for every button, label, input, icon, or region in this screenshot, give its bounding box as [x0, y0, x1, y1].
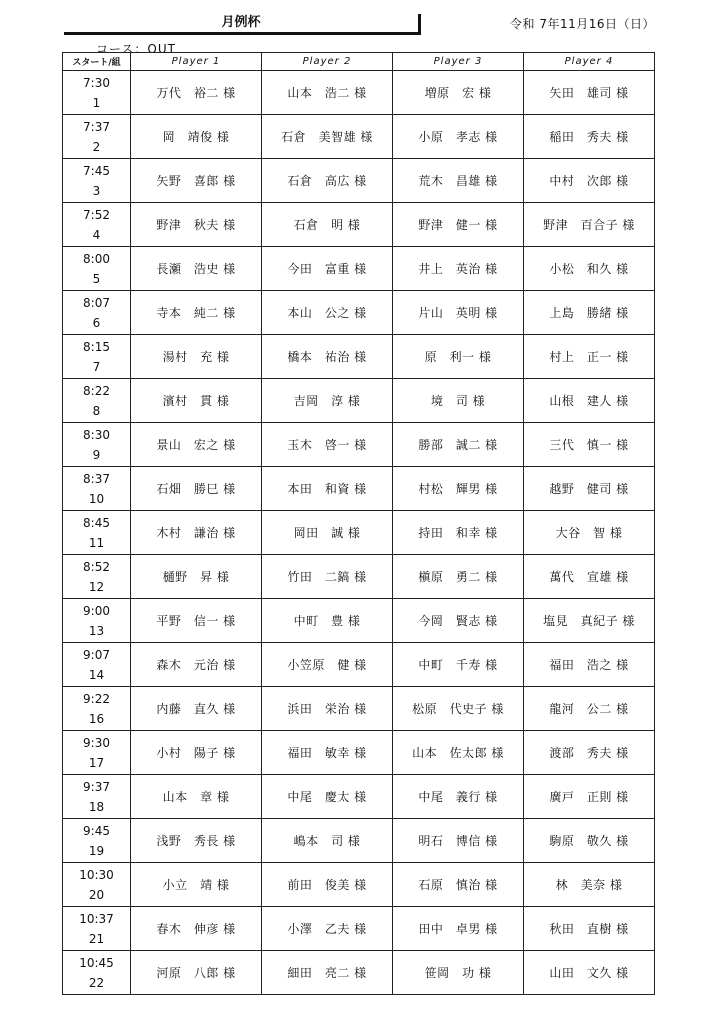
player-1-cell: 景山 宏之 様	[131, 423, 262, 467]
player-1-cell: 河原 八郎 様	[131, 951, 262, 995]
start-group-cell	[63, 907, 131, 951]
start-group-cell	[63, 819, 131, 863]
player-3-cell: 山本 佐太郎 様	[393, 731, 524, 775]
table-row	[63, 951, 655, 995]
player-4-cell: 野津 百合子 様	[524, 203, 655, 247]
table-row	[63, 423, 655, 467]
group-number: 21	[88, 931, 105, 946]
player-3-cell: 松原 代史子 様	[393, 687, 524, 731]
player-3-cell: 境 司 様	[393, 379, 524, 423]
table-row	[63, 379, 655, 423]
table-row	[63, 291, 655, 335]
player-2-cell: 今田 富重 様	[262, 247, 393, 291]
player-1-cell: 岡 靖俊 様	[131, 115, 262, 159]
group-number: 11	[88, 535, 105, 550]
player-4-cell: 上島 勝緒 様	[524, 291, 655, 335]
table-row	[63, 247, 655, 291]
player-2-cell: 中町 豊 様	[262, 599, 393, 643]
table-row	[63, 115, 655, 159]
table-row	[63, 643, 655, 687]
player-2-cell: 本田 和資 様	[262, 467, 393, 511]
group-number: 6	[92, 315, 101, 330]
start-group-cell	[63, 687, 131, 731]
table-row	[63, 555, 655, 599]
player-2-cell: 前田 俊美 様	[262, 863, 393, 907]
player-1-cell: 濱村 貫 様	[131, 379, 262, 423]
player-3-cell: 明石 博信 様	[393, 819, 524, 863]
player-1-cell: 内藤 直久 様	[131, 687, 262, 731]
player-1-cell: 浅野 秀長 様	[131, 819, 262, 863]
player-4-cell: 中村 次郎 様	[524, 159, 655, 203]
table-header-row	[63, 53, 655, 71]
player-3-cell: 井上 英治 様	[393, 247, 524, 291]
player-4-cell: 渡部 秀夫 様	[524, 731, 655, 775]
player-4-cell: 塩見 真紀子 様	[524, 599, 655, 643]
player-3-cell: 中尾 義行 様	[393, 775, 524, 819]
start-time: 7:30	[83, 75, 110, 90]
start-group-cell	[63, 467, 131, 511]
start-time: 7:45	[83, 163, 110, 178]
start-group-cell	[63, 643, 131, 687]
table-row	[63, 511, 655, 555]
group-number: 2	[92, 139, 101, 154]
player-2-cell: 中尾 慶太 様	[262, 775, 393, 819]
start-time: 10:37	[79, 911, 114, 926]
group-number: 7	[92, 359, 101, 374]
player-1-cell: 樋野 昇 様	[131, 555, 262, 599]
player-4-cell: 山田 文久 様	[524, 951, 655, 995]
start-time: 7:37	[83, 119, 110, 134]
start-group-cell	[63, 511, 131, 555]
event-date: 令和 7年11月16日（日）	[510, 17, 655, 31]
player-1-cell: 寺本 純二 様	[131, 291, 262, 335]
table-row	[63, 819, 655, 863]
player-4-cell: 秋田 直樹 様	[524, 907, 655, 951]
start-group-cell	[63, 247, 131, 291]
group-number: 9	[92, 447, 101, 462]
player-3-cell: 村松 輝男 様	[393, 467, 524, 511]
player-2-cell: 竹田 二鎬 様	[262, 555, 393, 599]
player-4-cell: 矢田 雄司 様	[524, 71, 655, 115]
player-3-cell: 田中 卓男 様	[393, 907, 524, 951]
table-row	[63, 203, 655, 247]
player-1-cell: 平野 信一 様	[131, 599, 262, 643]
group-number: 20	[88, 887, 105, 902]
group-number: 3	[92, 183, 101, 198]
player-3-cell: 持田 和幸 様	[393, 511, 524, 555]
player-1-cell: 山本 章 様	[131, 775, 262, 819]
start-group-cell	[63, 555, 131, 599]
group-number: 8	[92, 403, 101, 418]
start-time: 9:00	[83, 603, 110, 618]
player-1-cell: 石畑 勝巳 様	[131, 467, 262, 511]
player-3-cell: 野津 健一 様	[393, 203, 524, 247]
player-2-cell: 嶋本 司 様	[262, 819, 393, 863]
group-number: 1	[92, 95, 101, 110]
column-header-player-4: Player 4	[524, 53, 655, 71]
group-number: 14	[88, 667, 105, 682]
group-number: 16	[88, 711, 105, 726]
group-number: 17	[88, 755, 105, 770]
start-time: 9:45	[83, 823, 110, 838]
start-group-cell	[63, 775, 131, 819]
course-label: コース：OUT	[96, 42, 176, 56]
table-row	[63, 467, 655, 511]
start-time: 10:45	[79, 955, 114, 970]
player-4-cell: 小松 和久 様	[524, 247, 655, 291]
player-2-cell: 浜田 栄治 様	[262, 687, 393, 731]
start-group-cell	[63, 379, 131, 423]
group-number: 5	[92, 271, 101, 286]
player-1-cell: 湯村 充 様	[131, 335, 262, 379]
column-header-player-2: Player 2	[262, 53, 393, 71]
player-3-cell: 石原 慎治 様	[393, 863, 524, 907]
start-group-cell	[63, 291, 131, 335]
group-number: 19	[88, 843, 105, 858]
table-row	[63, 335, 655, 379]
player-2-cell: 細田 亮二 様	[262, 951, 393, 995]
group-number: 10	[88, 491, 105, 506]
start-time: 8:15	[83, 339, 110, 354]
player-4-cell: 林 美奈 様	[524, 863, 655, 907]
player-1-cell: 小村 陽子 様	[131, 731, 262, 775]
start-time: 8:00	[83, 251, 110, 266]
start-time: 8:45	[83, 515, 110, 530]
table-row	[63, 731, 655, 775]
player-1-cell: 春木 伸彦 様	[131, 907, 262, 951]
player-2-cell: 玉木 啓一 様	[262, 423, 393, 467]
player-2-cell: 石倉 明 様	[262, 203, 393, 247]
player-1-cell: 小立 靖 様	[131, 863, 262, 907]
start-time: 7:52	[83, 207, 110, 222]
group-number: 22	[88, 975, 105, 990]
player-3-cell: 小原 孝志 様	[393, 115, 524, 159]
start-group-cell	[63, 203, 131, 247]
start-time: 9:37	[83, 779, 110, 794]
player-4-cell: 稲田 秀夫 様	[524, 115, 655, 159]
player-4-cell: 村上 正一 様	[524, 335, 655, 379]
player-2-cell: 小澤 乙夫 様	[262, 907, 393, 951]
player-3-cell: 今岡 賢志 様	[393, 599, 524, 643]
table-row	[63, 775, 655, 819]
player-3-cell: 槇原 勇二 様	[393, 555, 524, 599]
column-header-player-1: Player 1	[131, 53, 262, 71]
player-2-cell: 石倉 美智雄 様	[262, 115, 393, 159]
player-1-cell: 野津 秋夫 様	[131, 203, 262, 247]
player-4-cell: 越野 健司 様	[524, 467, 655, 511]
table-row	[63, 599, 655, 643]
group-number: 4	[92, 227, 101, 242]
player-4-cell: 龍河 公二 様	[524, 687, 655, 731]
player-4-cell: 駒原 敬久 様	[524, 819, 655, 863]
player-3-cell: 笹岡 功 様	[393, 951, 524, 995]
start-group-cell	[63, 863, 131, 907]
player-3-cell: 増原 宏 様	[393, 71, 524, 115]
table-row	[63, 159, 655, 203]
start-time: 9:07	[83, 647, 110, 662]
player-2-cell: 岡田 誠 様	[262, 511, 393, 555]
start-time: 8:30	[83, 427, 110, 442]
player-4-cell: 廣戸 正則 様	[524, 775, 655, 819]
player-1-cell: 万代 裕二 様	[131, 71, 262, 115]
tee-time-table	[62, 52, 655, 995]
start-time: 9:30	[83, 735, 110, 750]
table-row	[63, 863, 655, 907]
start-time: 10:30	[79, 867, 114, 882]
start-group-cell	[63, 599, 131, 643]
group-number: 18	[88, 799, 105, 814]
player-2-cell: 石倉 高広 様	[262, 159, 393, 203]
start-group-cell	[63, 423, 131, 467]
player-1-cell: 森木 元治 様	[131, 643, 262, 687]
start-time: 8:37	[83, 471, 110, 486]
player-3-cell: 荒木 昌雄 様	[393, 159, 524, 203]
document-title: 月例杯	[64, 14, 421, 35]
table-row	[63, 71, 655, 115]
player-2-cell: 山本 浩二 様	[262, 71, 393, 115]
group-number: 12	[88, 579, 105, 594]
start-group-cell	[63, 335, 131, 379]
group-number: 13	[88, 623, 105, 638]
player-2-cell: 福田 敏幸 様	[262, 731, 393, 775]
player-4-cell: 福田 浩之 様	[524, 643, 655, 687]
player-3-cell: 中町 千寿 様	[393, 643, 524, 687]
table-row	[63, 687, 655, 731]
player-1-cell: 木村 謙治 様	[131, 511, 262, 555]
player-2-cell: 吉岡 淳 様	[262, 379, 393, 423]
start-group-cell	[63, 159, 131, 203]
player-4-cell: 三代 慎一 様	[524, 423, 655, 467]
player-4-cell: 山根 建人 様	[524, 379, 655, 423]
column-header-start-group: スタート/組	[63, 53, 131, 71]
player-1-cell: 矢野 喜郎 様	[131, 159, 262, 203]
start-group-cell	[63, 951, 131, 995]
table-row	[63, 907, 655, 951]
player-3-cell: 勝部 誠二 様	[393, 423, 524, 467]
start-time: 8:07	[83, 295, 110, 310]
start-group-cell	[63, 115, 131, 159]
start-group-cell	[63, 71, 131, 115]
start-time: 8:52	[83, 559, 110, 574]
player-4-cell: 大谷 智 様	[524, 511, 655, 555]
player-2-cell: 本山 公之 様	[262, 291, 393, 335]
start-time: 8:22	[83, 383, 110, 398]
player-3-cell: 原 利一 様	[393, 335, 524, 379]
player-4-cell: 萬代 宣雄 様	[524, 555, 655, 599]
start-time: 9:22	[83, 691, 110, 706]
column-header-player-3: Player 3	[393, 53, 524, 71]
start-group-cell	[63, 731, 131, 775]
player-2-cell: 橋本 祐治 様	[262, 335, 393, 379]
player-3-cell: 片山 英明 様	[393, 291, 524, 335]
player-1-cell: 長瀬 浩史 様	[131, 247, 262, 291]
player-2-cell: 小笠原 健 様	[262, 643, 393, 687]
